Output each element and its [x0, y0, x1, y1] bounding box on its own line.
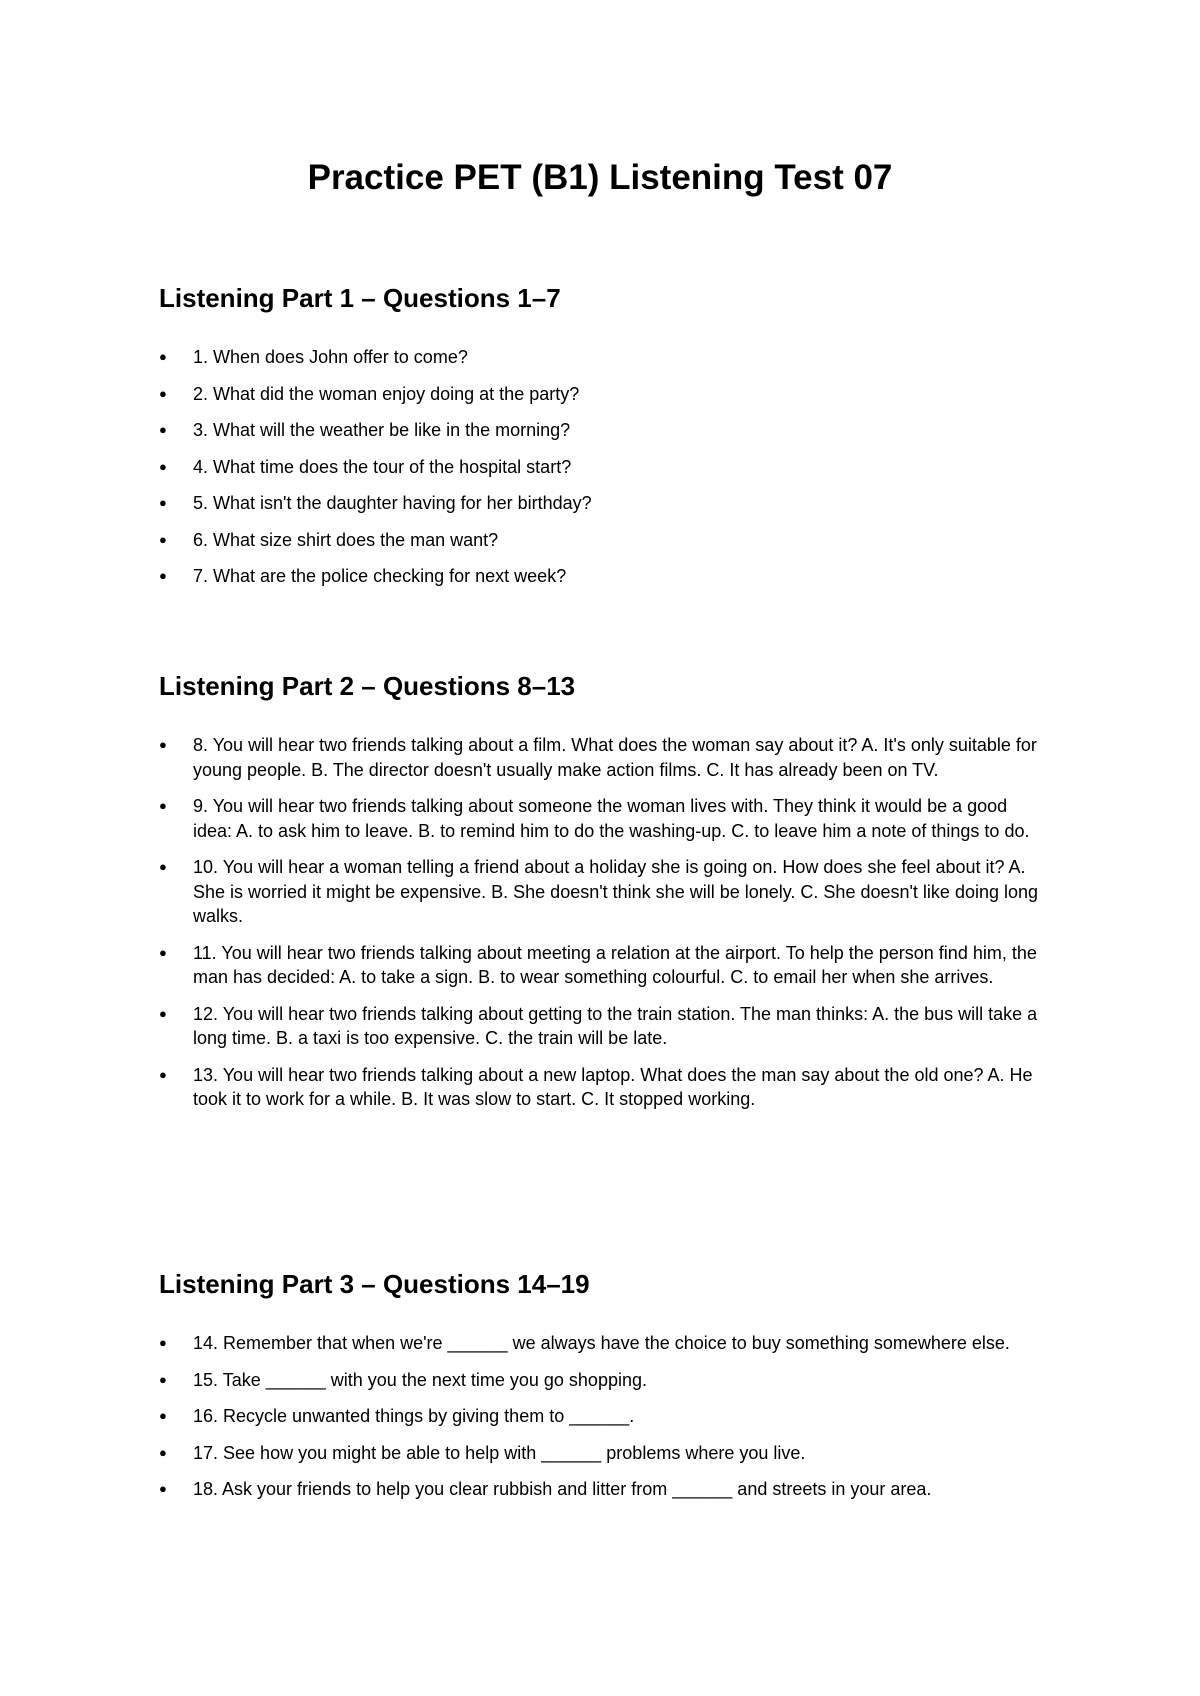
section-part-1: [159, 281, 1059, 586]
question-item: [159, 855, 1049, 929]
question-item: [159, 1063, 1049, 1112]
bullet-icon: ●: [159, 798, 167, 813]
section-heading: Listening Part 3 – Questions 14–19: [159, 1269, 590, 1299]
document-title: Practice PET (B1) Listening Test 07: [307, 158, 893, 197]
question-text: 7. What are the police checking for next week?: [193, 566, 567, 586]
question-item: [159, 528, 1049, 553]
question-text: 15. Take ______ with you the next time you go shopping.: [193, 1369, 647, 1390]
question-text: 2. What did the woman enjoy doing at the party?: [193, 383, 580, 404]
question-item: [159, 941, 1049, 990]
bullet-icon: ●: [159, 859, 167, 874]
question-item: [159, 564, 1049, 589]
question-list: [159, 345, 1059, 589]
question-item: [159, 455, 1049, 480]
question-item: [159, 733, 1049, 782]
bullet-icon: ●: [159, 1066, 167, 1082]
question-item: [159, 382, 1049, 407]
bullet-icon: ●: [159, 349, 167, 364]
question-item: [159, 491, 1049, 516]
bullet-icon: ●: [159, 944, 167, 960]
question-text: 10. You will hear a woman telling a friend about a holiday she is going on. How does she feel about it? A. She is worried it might be expensive. B. She doesn't think she will be lonely. C. She doesn't like doing long walks.: [193, 857, 1039, 926]
question-item: [159, 1002, 1049, 1051]
question-text: 17. See how you might be able to help with ______ problems where you live.: [193, 1442, 806, 1463]
question-text: 5. What isn't the daughter having for her birthday?: [193, 493, 592, 513]
question-text: 6. What size shirt does the man want?: [193, 529, 499, 550]
question-text: 18. Ask your friends to help you clear rubbish and litter from ______ and streets in your area.: [193, 1479, 932, 1499]
question-text: 14. Remember that when we're ______ we always have the choice to buy something somewhere else.: [193, 1333, 1010, 1353]
bullet-icon: ●: [159, 568, 167, 583]
question-item: [159, 1404, 1049, 1429]
bullet-icon: ●: [159, 1444, 167, 1460]
question-text: 9. You will hear two friends talking about someone the woman lives with. They think it would be a good idea: A. to ask him to leave. B. to remind him to do the washing-up. C. to leave him a note of things to do.: [193, 796, 1030, 841]
question-text: 1. When does John offer to come?: [193, 347, 468, 367]
question-item: [159, 1368, 1049, 1393]
question-text: 13. You will hear two friends talking about a new laptop. What does the man say about the old one? A. He took it to work for a while. B. It was slow to start. C. It stopped working.: [193, 1064, 1033, 1109]
section-part-3: [159, 1267, 1059, 1499]
question-text: 8. You will hear two friends talking about a film. What does the woman say about it? A. It's only suitable for young people. B. The director doesn't usually make action films. C. It has already been on TV.: [193, 735, 1037, 780]
question-text: 16. Recycle unwanted things by giving them to ______.: [193, 1406, 635, 1426]
bullet-icon: ●: [159, 1481, 167, 1496]
bullet-icon: ●: [159, 531, 167, 547]
bullet-icon: ●: [159, 1005, 167, 1021]
bullet-icon: ●: [159, 495, 167, 510]
question-item: [159, 1477, 1049, 1502]
bullet-icon: ●: [159, 458, 167, 474]
question-text: 11. You will hear two friends talking about meeting a relation at the airport. To help the person find him, the man has decided: A. to take a sign. B. to wear something colourful. C. to email her when she arrives.: [193, 942, 1037, 987]
bullet-icon: ●: [159, 737, 167, 752]
bullet-icon: ●: [159, 385, 167, 401]
question-list: [159, 733, 1059, 1112]
question-text: 4. What time does the tour of the hospital start?: [193, 456, 572, 477]
question-item: [159, 1441, 1049, 1466]
section-heading: Listening Part 2 – Questions 8–13: [159, 671, 576, 701]
bullet-icon: ●: [159, 1335, 167, 1350]
bullet-icon: ●: [159, 1371, 167, 1387]
question-text: 12. You will hear two friends talking about getting to the train station. The man thinks: A. the bus will take a long time. B. a taxi is too expensive. C. the train will be late.: [193, 1003, 1038, 1048]
question-list: [159, 1331, 1059, 1502]
bullet-icon: ●: [159, 1408, 167, 1423]
section-part-2: [159, 669, 1059, 1109]
question-item: [159, 345, 1049, 370]
bullet-icon: ●: [159, 422, 167, 437]
question-item: [159, 1331, 1049, 1356]
question-text: 3. What will the weather be like in the morning?: [193, 420, 571, 440]
section-heading: Listening Part 1 – Questions 1–7: [159, 283, 561, 313]
question-item: [159, 418, 1049, 443]
question-item: [159, 794, 1049, 843]
